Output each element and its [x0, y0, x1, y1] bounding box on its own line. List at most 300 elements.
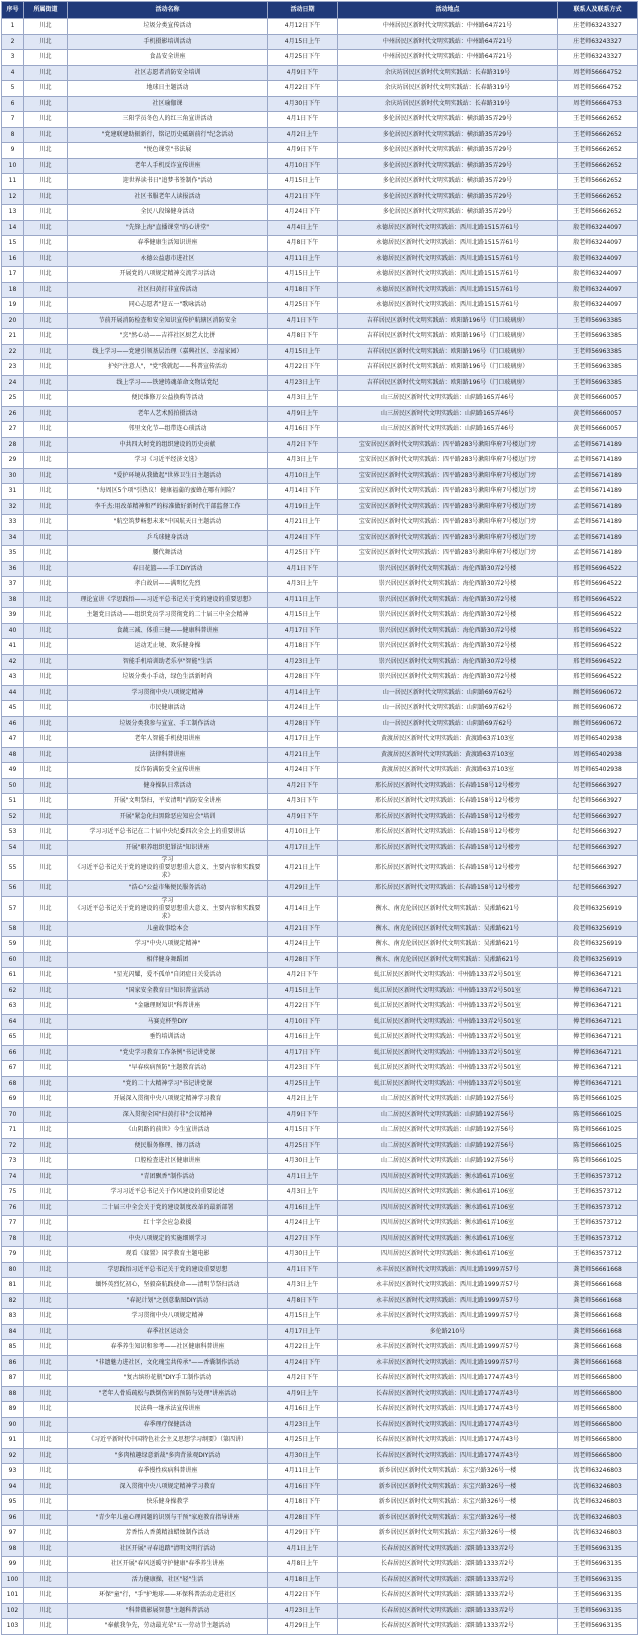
cell-location: 多伦路210号: [338, 1324, 558, 1340]
cell-location: 邢长居民区新时代文明实践站：长春路158号12号楼旁: [338, 778, 558, 794]
cell-contact: 周老师56665800: [558, 1386, 638, 1402]
cell-street: 川北: [24, 809, 68, 825]
cell-index: 36: [2, 561, 24, 577]
cell-location: 衡水、南克伦居民区新时代文明实践站：吴淞路621号: [338, 921, 558, 937]
cell-street: 川北: [24, 952, 68, 968]
cell-location: 宝安居民区新时代文明实践站：四平路283号漱阳华府7号楼边门旁: [338, 468, 558, 484]
cell-activity-date: 4月21日下午: [268, 921, 338, 937]
cell-location: 崇兴居民区新时代文明实践站：海伦西路30弄2号楼: [338, 623, 558, 639]
cell-location: 余庆坊居民区新时代文明实践站：长春路319号: [338, 96, 558, 112]
table-row: [2, 515, 638, 531]
cell-activity-date: 4月9日上午: [268, 1386, 338, 1402]
cell-location: 邢长居民区新时代文明实践站：长春路158号12号楼旁: [338, 825, 558, 841]
cell-activity-name: 智能手机培训助老乐享"智能"生活: [68, 654, 268, 670]
table-row: [2, 65, 638, 81]
cell-street: 川北: [24, 19, 68, 35]
cell-activity-name: "悦色课堂"书法展: [68, 143, 268, 159]
cell-contact: 龚老师56661668: [558, 1278, 638, 1294]
cell-activity-date: 4月19日上午: [268, 499, 338, 515]
cell-location: 宝安居民区新时代文明实践站：四平路283号漱阳华府7号楼边门旁: [338, 546, 558, 562]
cell-location: 崇兴居民区新时代文明实践站：海伦西路30弄2号楼: [338, 639, 558, 655]
cell-activity-name: 观看《寐置》国学教育主题电影: [68, 1247, 268, 1263]
table-row: [2, 1386, 638, 1402]
cell-activity-date: 4月1日上午: [268, 1169, 338, 1185]
cell-location: 虬江居民区新时代文明实践站：中州路133弄2号501室: [338, 1045, 558, 1061]
table-row: [2, 999, 638, 1015]
cell-activity-name: 开展深入贯彻中央八项规定精神学习教育: [68, 1092, 268, 1108]
table-row: [2, 577, 638, 593]
table-row: [2, 453, 638, 469]
cell-activity-name: "先锋上海"直播课堂"的心讲堂": [68, 220, 268, 236]
table-row: [2, 329, 638, 345]
cell-street: 川北: [24, 1355, 68, 1371]
table-row: [2, 406, 638, 422]
cell-index: 41: [2, 639, 24, 655]
cell-contact: 王老师63573712: [558, 1185, 638, 1201]
cell-activity-date: 4月1日下午: [268, 1262, 338, 1278]
cell-location: 永丰居民区新时代文明实践站：西川北路1999弄57号: [338, 1309, 558, 1325]
cell-activity-date: 4月2日下午: [268, 1371, 338, 1387]
cell-location: 余庆坊居民区新时代文明实践站：长春路319号: [338, 65, 558, 81]
table-row: [2, 220, 638, 236]
cell-activity-date: 4月28日下午: [268, 1510, 338, 1526]
cell-contact: 陈老师56661025: [558, 1154, 638, 1170]
cell-index: 86: [2, 1355, 24, 1371]
table-row: [2, 81, 638, 97]
cell-location: 中州居民区新时代文明实践站：中州路64弄21号: [338, 50, 558, 66]
cell-activity-name: 深入贯彻全国"扫黄打非"会议精神: [68, 1107, 268, 1123]
table-row: [2, 1309, 638, 1325]
cell-index: 67: [2, 1061, 24, 1077]
cell-street: 川北: [24, 282, 68, 298]
cell-location: 永德居民区新时代文明实践站：西川北路1515弄61号: [338, 236, 558, 252]
table-row: [2, 1262, 638, 1278]
cell-index: 11: [2, 174, 24, 190]
cell-street: 川北: [24, 65, 68, 81]
cell-location: 长春居民区新时代文明实践站：四川北路1774弄43号: [338, 1386, 558, 1402]
cell-street: 川北: [24, 1526, 68, 1542]
cell-index: 52: [2, 809, 24, 825]
cell-contact: 傅老师63647121: [558, 1045, 638, 1061]
cell-activity-date: 4月16日上午: [268, 1200, 338, 1216]
cell-location: 永德居民区新时代文明实践站：西川北路1515弄61号: [338, 251, 558, 267]
table-row: [2, 1092, 638, 1108]
cell-activity-date: 4月9日上午: [268, 406, 338, 422]
cell-activity-name: 社区开展"春风送暖守护健康"春季养生讲座: [68, 1557, 268, 1573]
cell-contact: 纪老师56663927: [558, 794, 638, 810]
cell-activity-date: 4月24日下午: [268, 763, 338, 779]
cell-index: 24: [2, 375, 24, 391]
cell-activity-name: 学习"中央八项规定精神": [68, 937, 268, 953]
cell-location: 长春居民区新时代文明实践站：溧阳路1333弄2号: [338, 1557, 558, 1573]
header-activity-date: 活动日期: [268, 2, 338, 19]
cell-contact: 庄老师63243327: [558, 19, 638, 35]
cell-index: 103: [2, 1619, 24, 1635]
cell-activity-name: "奉献我争先，劳动最光荣"五一劳动节主题活动: [68, 1619, 268, 1635]
cell-activity-name: 深入贯彻中央八项规定精神学习教育: [68, 1479, 268, 1495]
cell-street: 川北: [24, 1448, 68, 1464]
cell-activity-name: 垃圾分类我参与宣宣、手工制作活动: [68, 716, 268, 732]
cell-street: 川北: [24, 313, 68, 329]
cell-index: 26: [2, 406, 24, 422]
cell-location: 多伦居民区新时代文明实践站：横浜路35弄29号: [338, 174, 558, 190]
table-row: [2, 1340, 638, 1356]
cell-index: 72: [2, 1138, 24, 1154]
cell-location: 吉祥居民区新时代文明实践站：欧阳路196号（门口玻璃房）: [338, 344, 558, 360]
cell-contact: 纪老师56663927: [558, 881, 638, 897]
cell-index: 58: [2, 921, 24, 937]
cell-index: 96: [2, 1510, 24, 1526]
cell-street: 川北: [24, 1169, 68, 1185]
cell-activity-name: 春季社区运动会: [68, 1324, 268, 1340]
cell-contact: 王老师56963385: [558, 329, 638, 345]
cell-activity-name: 春季理疗保健活动: [68, 1417, 268, 1433]
cell-activity-name: "青团飘香"制作活动: [68, 1169, 268, 1185]
cell-activity-name: 老年人手机反诈宣传讲座: [68, 158, 268, 174]
cell-location: 四川居民区新时代文明实践站：衡水路61弄106室: [338, 1231, 558, 1247]
cell-contact: 王老师56963135: [558, 1541, 638, 1557]
cell-activity-name: 手机摄影培训活动: [68, 34, 268, 50]
cell-activity-date: 4月23日上午: [268, 654, 338, 670]
cell-contact: 陈老师56661025: [558, 1138, 638, 1154]
cell-contact: 王老师56662652: [558, 205, 638, 221]
table-row: [2, 205, 638, 221]
cell-activity-date: 4月22日上午: [268, 1340, 338, 1356]
cell-activity-name: 《习近平新时代中国特色社会主义思想学习纲要》（第四讲）: [68, 1433, 268, 1449]
cell-activity-name: 中共四大时党的组织建设的历史贡献: [68, 437, 268, 453]
cell-contact: 王老师63573712: [558, 1216, 638, 1232]
cell-activity-name: "春泥计划"之创意黏图DIY活动: [68, 1293, 268, 1309]
cell-contact: 陈老师56661025: [558, 1092, 638, 1108]
cell-contact: 顾老师56960672: [558, 716, 638, 732]
cell-activity-date: 4月15日上午: [268, 344, 338, 360]
cell-street: 川北: [24, 670, 68, 686]
cell-street: 川北: [24, 205, 68, 221]
cell-contact: 殷老师63244097: [558, 220, 638, 236]
cell-activity-date: 4月8日下午: [268, 329, 338, 345]
table-row: [2, 1154, 638, 1170]
table-row: [2, 1557, 638, 1573]
cell-contact: 周老师56664752: [558, 65, 638, 81]
cell-location: 永丰居民区新时代文明实践站：西川北路1999弄57号: [338, 1355, 558, 1371]
cell-activity-name: 线上学习——党建引领基层治理（嘉興社区、幸福家园）: [68, 344, 268, 360]
cell-contact: 沈老师63246803: [558, 1464, 638, 1480]
cell-index: 87: [2, 1371, 24, 1387]
cell-contact: 傅老师63647121: [558, 968, 638, 984]
cell-location: 余庆坊居民区新时代文明实践站：长春路319号: [338, 81, 558, 97]
cell-street: 川北: [24, 267, 68, 283]
cell-street: 川北: [24, 1216, 68, 1232]
cell-location: 衡水、南克伦居民区新时代文明实践站：吴淞路621号: [338, 937, 558, 953]
table-row: [2, 896, 638, 921]
table-row: [2, 112, 638, 128]
table-row: [2, 1247, 638, 1263]
cell-activity-name: 开展"文明祭扫，平安清明"消防安全讲座: [68, 794, 268, 810]
cell-contact: 周老师65402938: [558, 763, 638, 779]
table-row: [2, 1448, 638, 1464]
cell-location: 宝安居民区新时代文明实践站：四平路283号漱阳华府7号楼边门旁: [338, 437, 558, 453]
cell-street: 川北: [24, 515, 68, 531]
cell-street: 川北: [24, 422, 68, 438]
cell-activity-name: "复古缤纷花瓶"DIY手工制作活动: [68, 1371, 268, 1387]
cell-activity-name: 腰代舞活动: [68, 546, 268, 562]
cell-location: 长春居民区新时代文明实践站：溧阳路1333弄2号: [338, 1603, 558, 1619]
cell-activity-date: 4月22日下午: [268, 999, 338, 1015]
cell-street: 川北: [24, 34, 68, 50]
cell-street: 川北: [24, 50, 68, 66]
cell-street: 川北: [24, 1433, 68, 1449]
cell-location: 山二居民区新时代文明实践站：山阴路192弄56号: [338, 1092, 558, 1108]
cell-contact: 龚老师56661668: [558, 1324, 638, 1340]
table-row: [2, 921, 638, 937]
cell-street: 川北: [24, 1092, 68, 1108]
cell-activity-date: 4月28日下午: [268, 716, 338, 732]
cell-location: 邢长居民区新时代文明实践站：长春路158号12号楼旁: [338, 809, 558, 825]
cell-index: 91: [2, 1433, 24, 1449]
cell-street: 川北: [24, 1324, 68, 1340]
cell-location: 黄渡居民区新时代文明实践站：黄渡路63弄103室: [338, 732, 558, 748]
cell-contact: 沈老师63246803: [558, 1479, 638, 1495]
table-row: [2, 983, 638, 999]
cell-location: 山三居民区新时代文明实践站：山阴路165弄46号: [338, 406, 558, 422]
cell-street: 川北: [24, 484, 68, 500]
cell-activity-name: 便民服务修理、擦刀活动: [68, 1138, 268, 1154]
table-row: [2, 968, 638, 984]
cell-index: 60: [2, 952, 24, 968]
cell-activity-date: 4月15日上午: [268, 608, 338, 624]
cell-contact: 邢老师56964522: [558, 623, 638, 639]
cell-activity-name: 马赛克杯垫DIY: [68, 1014, 268, 1030]
cell-activity-name: 《山阴路的前世》今生宣讲活动: [68, 1123, 268, 1139]
cell-index: 5: [2, 81, 24, 97]
cell-contact: 陈老师56661025: [558, 1123, 638, 1139]
cell-street: 川北: [24, 1479, 68, 1495]
table-row: [2, 763, 638, 779]
header-street: 所属街道: [24, 2, 68, 19]
cell-index: 82: [2, 1293, 24, 1309]
cell-activity-date: 4月24日上午: [268, 937, 338, 953]
cell-index: 44: [2, 685, 24, 701]
cell-activity-date: 4月29日下午: [268, 1526, 338, 1542]
cell-activity-name: 食蔬三减、体重三健——健康科普讲座: [68, 623, 268, 639]
cell-location: 长春居民区新时代文明实践站：四川北路1774弄43号: [338, 1417, 558, 1433]
cell-activity-date: 4月28日下午: [268, 952, 338, 968]
cell-index: 61: [2, 968, 24, 984]
cell-location: 山一居民区新时代文明实践站：山阴路69弄62号: [338, 685, 558, 701]
cell-activity-name: 垃圾分类小手动，绿色生活新时尚: [68, 670, 268, 686]
cell-location: 永德居民区新时代文明实践站：西川北路1515弄61号: [338, 298, 558, 314]
cell-index: 56: [2, 881, 24, 897]
cell-activity-name: "每周区5个项"引热议！健康福蒲的蜜蜂在哪有间险？: [68, 484, 268, 500]
cell-contact: 周老师56665800: [558, 1448, 638, 1464]
table-row: [2, 952, 638, 968]
cell-location: 多伦居民区新时代文明实践站：横浜路35弄29号: [338, 158, 558, 174]
cell-location: 长春居民区新时代文明实践站：四川北路1774弄43号: [338, 1433, 558, 1449]
table-body: [2, 19, 638, 1635]
cell-street: 川北: [24, 856, 68, 881]
table-row: [2, 189, 638, 205]
cell-location: 山二居民区新时代文明实践站：山阴路192弄56号: [338, 1123, 558, 1139]
table-row: [2, 1402, 638, 1418]
table-row: [2, 809, 638, 825]
cell-activity-name: 社区瑜伽课: [68, 96, 268, 112]
cell-activity-name: 快乐健身操教学: [68, 1495, 268, 1511]
table-row: [2, 158, 638, 174]
cell-contact: 周老师56665800: [558, 1433, 638, 1449]
table-row: [2, 1061, 638, 1077]
cell-contact: 殷老师63244097: [558, 298, 638, 314]
cell-activity-date: 4月2日上午: [268, 127, 338, 143]
cell-location: 邢长居民区新时代文明实践站：长春路158号12号楼旁: [338, 881, 558, 897]
cell-contact: 龚老师56661668: [558, 1340, 638, 1356]
cell-activity-date: 4月25日下午: [268, 50, 338, 66]
cell-contact: 王老师56963385: [558, 375, 638, 391]
cell-activity-date: 4月9日下午: [268, 143, 338, 159]
cell-activity-date: 4月9日下午: [268, 1107, 338, 1123]
table-row: [2, 143, 638, 159]
cell-activity-name: 儿童故事绘本会: [68, 921, 268, 937]
cell-street: 川北: [24, 685, 68, 701]
cell-activity-date: 4月10日上午: [268, 468, 338, 484]
cell-contact: 孟老师56714189: [558, 515, 638, 531]
cell-index: 83: [2, 1309, 24, 1325]
table-row: [2, 391, 638, 407]
cell-street: 川北: [24, 1572, 68, 1588]
cell-street: 川北: [24, 1293, 68, 1309]
table-row: [2, 375, 638, 391]
cell-contact: 纪老师56663927: [558, 856, 638, 881]
cell-index: 29: [2, 453, 24, 469]
cell-location: 四川居民区新时代文明实践站：衡水路61弄106室: [338, 1247, 558, 1263]
cell-location: 多伦居民区新时代文明实践站：横浜路35弄29号: [338, 189, 558, 205]
cell-index: 33: [2, 515, 24, 531]
cell-activity-date: 4月15日上午: [268, 34, 338, 50]
cell-activity-name: "多肉植趣绿意新裁"多肉背景观DIY活动: [68, 1448, 268, 1464]
table-row: [2, 127, 638, 143]
cell-location: 四川居民区新时代文明实践站：衡水路61弄106室: [338, 1169, 558, 1185]
cell-index: 18: [2, 282, 24, 298]
table-row: [2, 881, 638, 897]
cell-index: 66: [2, 1045, 24, 1061]
cell-contact: 陈老师56661025: [558, 1107, 638, 1123]
cell-activity-name: "爱护环境从我做起"世界卫生日主题活动: [68, 468, 268, 484]
cell-activity-name: 学习贯彻中央八项规定精神: [68, 685, 268, 701]
cell-street: 川北: [24, 1076, 68, 1092]
cell-index: 35: [2, 546, 24, 562]
cell-location: 新乡居民区新时代文明实践站：东宝兴路326号一楼: [338, 1510, 558, 1526]
table-row: [2, 1014, 638, 1030]
table-row: [2, 794, 638, 810]
cell-index: 10: [2, 158, 24, 174]
cell-contact: 黄老师56660057: [558, 391, 638, 407]
cell-activity-name: 学习《习近平经济文选》: [68, 453, 268, 469]
cell-location: 长春居民区新时代文明实践站：溧阳路1333弄2号: [338, 1541, 558, 1557]
cell-contact: 周老师56665800: [558, 1417, 638, 1433]
cell-activity-date: 4月14日上午: [268, 896, 338, 921]
cell-activity-name: "党建联建助振新行，铭记历史砥砺前行"纪念活动: [68, 127, 268, 143]
cell-index: 12: [2, 189, 24, 205]
cell-street: 川北: [24, 840, 68, 856]
table-row: [2, 236, 638, 252]
cell-contact: 邢老师56964522: [558, 577, 638, 593]
cell-contact: 周老师56665800: [558, 1371, 638, 1387]
cell-contact: 纪老师56663927: [558, 809, 638, 825]
table-row: [2, 1138, 638, 1154]
cell-location: 永德居民区新时代文明实践站：西川北路1515弄61号: [338, 282, 558, 298]
cell-activity-date: 4月3日上午: [268, 577, 338, 593]
cell-index: 81: [2, 1278, 24, 1294]
cell-contact: 段老师63256919: [558, 896, 638, 921]
cell-index: 65: [2, 1030, 24, 1046]
cell-index: 2: [2, 34, 24, 50]
cell-index: 13: [2, 205, 24, 221]
cell-contact: 周老师56664753: [558, 96, 638, 112]
table-row: [2, 937, 638, 953]
cell-location: 山一居民区新时代文明实践站：山阴路69弄62号: [338, 716, 558, 732]
cell-activity-name: 学思践悟习近平总书记关于党的建设重要思想: [68, 1262, 268, 1278]
cell-street: 川北: [24, 158, 68, 174]
cell-street: 川北: [24, 747, 68, 763]
cell-activity-name: 三阳学员冬色人的红三角宣讲活动: [68, 112, 268, 128]
cell-contact: 王老师63573712: [558, 1200, 638, 1216]
cell-activity-name: 学习 《习近平总书记关于党的建设的重要思想重大意义、主要内容和实践要求》: [68, 896, 268, 921]
cell-contact: 殷老师63244097: [558, 236, 638, 252]
cell-activity-name: 社区志愿者消防安全培训: [68, 65, 268, 81]
cell-location: 中州居民区新时代文明实践站：中州路64弄21号: [338, 34, 558, 50]
cell-activity-name: 二十届三中全会关于党的建设制度改革的最新部署: [68, 1200, 268, 1216]
cell-index: 45: [2, 701, 24, 717]
table-row: [2, 1526, 638, 1542]
cell-activity-name: 全民八段锦健身活动: [68, 205, 268, 221]
header-contact: 联系人及联系方式: [558, 2, 638, 19]
cell-location: 新乡居民区新时代文明实践站：东宝兴路326号一楼: [338, 1495, 558, 1511]
cell-activity-date: 4月25日上午: [268, 1433, 338, 1449]
cell-street: 川北: [24, 1386, 68, 1402]
table-row: [2, 856, 638, 881]
cell-location: 虬江居民区新时代文明实践站：中州路133弄2号501室: [338, 968, 558, 984]
cell-activity-date: 4月11日上午: [268, 1464, 338, 1480]
cell-index: 85: [2, 1340, 24, 1356]
table-row: [2, 1293, 638, 1309]
cell-street: 川北: [24, 1495, 68, 1511]
cell-contact: 王老师56963385: [558, 360, 638, 376]
cell-contact: 邢老师56964522: [558, 561, 638, 577]
cell-contact: 纪老师56663927: [558, 840, 638, 856]
cell-index: 22: [2, 344, 24, 360]
cell-contact: 王老师56662652: [558, 143, 638, 159]
cell-street: 川北: [24, 437, 68, 453]
cell-street: 川北: [24, 1045, 68, 1061]
cell-street: 川北: [24, 344, 68, 360]
cell-street: 川北: [24, 1138, 68, 1154]
cell-contact: 周老师56665800: [558, 1402, 638, 1418]
cell-activity-date: 4月1日下午: [268, 561, 338, 577]
cell-street: 川北: [24, 499, 68, 515]
cell-street: 川北: [24, 127, 68, 143]
cell-street: 川北: [24, 794, 68, 810]
cell-activity-date: 4月25日上午: [268, 1076, 338, 1092]
table-row: [2, 561, 638, 577]
cell-street: 川北: [24, 896, 68, 921]
cell-index: 98: [2, 1541, 24, 1557]
cell-location: 虬江居民区新时代文明实践站：中州路133弄2号501室: [338, 1030, 558, 1046]
cell-activity-date: 4月30日上午: [268, 1154, 338, 1170]
table-row: [2, 747, 638, 763]
cell-activity-date: 4月2日下午: [268, 437, 338, 453]
cell-activity-name: 红十字会应急救援: [68, 1216, 268, 1232]
cell-contact: 王老师56963135: [558, 1557, 638, 1573]
cell-activity-date: 4月24日上午: [268, 1216, 338, 1232]
